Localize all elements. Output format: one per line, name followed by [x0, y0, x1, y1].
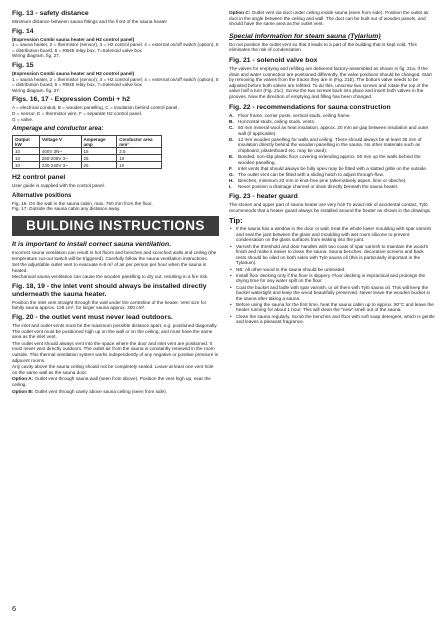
- alternative-positions-heading: Alternative positions: [12, 192, 72, 199]
- list-item: [229, 184, 435, 190]
- table-cell: 10: [13, 162, 40, 169]
- list-item: [229, 166, 435, 172]
- list-item-text: The outlet vent can be fitted with a sliding hatch to adjust through-flow.: [238, 172, 384, 178]
- amperage-table-header-row: [13, 136, 162, 148]
- list-item-key: F.: [229, 165, 233, 171]
- fig21-heading: Fig. 21 - solenoid valve box: [229, 56, 318, 64]
- fig16-17-line1: A = electrical conduit, B = wooden panelling, C = insulation behind control panel,: [12, 105, 179, 111]
- h2-panel-text: User guide is supplied with the control panel.: [12, 183, 106, 189]
- fig14-wiring: Wiring diagram, fig. 27.: [12, 53, 61, 59]
- list-item-text: Never position a drainage channel or drain directly beneath the sauna heater.: [238, 184, 399, 190]
- table-cell: 230-240V 3~: [39, 162, 81, 169]
- amperage-heading: Amperage and conductor area:: [12, 125, 104, 133]
- list-item-text: Benches, minimum 22 mm in knot-free pine (alternatively aspen, lime or obeche).: [238, 178, 407, 184]
- list-item-key: B.: [229, 118, 234, 124]
- table-cell: 10: [13, 148, 40, 155]
- table-cell: 2,5: [117, 148, 162, 155]
- list-item: [229, 119, 435, 125]
- fig20-text-1: The inlet and outlet vents must be the maximum possible distance apart, e.g. positioned diagonally. The outlet vent must be positioned high up on the wall or on the ceiling, and must have the same area as the inlet vent.: [12, 323, 218, 340]
- list-item: [229, 125, 435, 136]
- list-item-text: 50 mm mineral wool as heat insulation, approx. 20 mm air gap between insulation and outer wall (if applicable).: [238, 124, 429, 136]
- fig13-heading: Fig. 13 - safety distance: [12, 10, 89, 17]
- fig23-heading: Fig. 23 - heater guard: [229, 193, 298, 200]
- list-item-key: C.: [229, 124, 234, 130]
- construction-list: [229, 113, 435, 190]
- fig15-heading: Fig. 15: [12, 61, 34, 69]
- fig16-17-line2: D = sensor, E = thermistor wire, F = separate H2 control panel,: [12, 110, 143, 116]
- option-b-text: [12, 389, 219, 395]
- steam-sauna-text: Do not position the outlet vent so that it leads to a part of the building that is kept cold. This eliminates the risk of condensation.: [229, 41, 417, 53]
- table-cell: 15: [81, 148, 117, 155]
- ventilation-important-heading: It is important to install correct sauna ventilation.: [12, 240, 172, 248]
- list-item-text: Floor frame, corner posts, vertical studs, ceiling frame.: [238, 112, 351, 118]
- table-row: [13, 148, 162, 155]
- right-column: [229, 10, 435, 327]
- building-instructions-banner: BUILDING INSTRUCTIONS: [12, 216, 219, 236]
- option-b-label: Option B:: [12, 388, 34, 394]
- fig14-text: 1 = sauna heater, 2 = thermistor (sensor), 3 = H2 control panel, 4 = external on/off switch (option), 5 = distribution board, 6 = RB45 relay box, 7=Solenoid valve box: [12, 42, 219, 53]
- option-b-body: Outlet vent through cavity above sauna ceiling (seen from side).: [34, 388, 168, 394]
- fig14-subheading: (Expression Combi sauna heater and H2 control panel): [12, 36, 135, 42]
- option-a-text: [12, 376, 219, 387]
- list-item: [229, 154, 435, 165]
- table-cell: 25: [81, 162, 117, 169]
- list-item-key: I.: [229, 184, 232, 190]
- h2-panel-heading: H2 control panel: [12, 174, 66, 182]
- option-c-text: [229, 10, 435, 27]
- ventilation-text-3: Mechanical sauna ventilation can cause the wooden panelling to dry out, resulting in a fire risk.: [12, 274, 209, 280]
- fig15-wiring: Wiring diagram, fig. 27.: [12, 87, 61, 93]
- steam-sauna-heading: Special information for steam sauna (Tylarium): [229, 32, 381, 40]
- table-header-voltage: Voltage V: [39, 136, 81, 148]
- fig15-text: 1 = sauna heater, 2 = thermistor (sensor), 3 = H2 control panel, 4 = external on/off switch (option), 5 = distribution board, 6 = RB45 relay box, 7=Solenoid valve box: [12, 76, 219, 88]
- list-item-text: Bonded, non-slip plastic floor covering extending approx. 50 mm up the walls behind the wooden panelling.: [238, 154, 421, 165]
- ventilation-text-2: Set the adjustable outlet vent to evacuate 6-8 m³ of air per person per hour when the sauna is heated.: [12, 262, 207, 273]
- fig23-text: The stones and upper part of sauna heater are very hot! To avoid risk of accidental contact, Tylö recommends that a heater guard always be installed around the heater as shown in the drawings.: [229, 202, 432, 213]
- list-item: • If the sauna has a window in the door or wall, treat the whole lower moulding with spar varnish and seal the joint between the glass and moulding with wet room silicone to prevent condensation on the glass surfaces from leaking into the joint.: [229, 226, 435, 243]
- fig18-19-text: Position the inlet vent straight through the wall under the centreline of the heater. Vent size for family sauna approx. 125 cm², for larger sauna approx. 300 cm².: [12, 299, 207, 311]
- list-item: • Varnish the threshold and door handles with two coats of spar varnish to maintain the wood's finish and make it easier to clean the sauna. Sauna benches, decorative screens and back rests should be oiled on both sides with Tylö sauna oil (this is particularly important in the Tylarium).: [229, 244, 435, 266]
- option-a-body: Outlet vent through sauna wall (seen from above). Position the vent high up, near the ceiling.: [12, 376, 211, 387]
- tip-list: [229, 226, 435, 325]
- left-column: [12, 10, 219, 397]
- alternative-positions-line2: Fig. 17. Outside the sauna cabin any distance away.: [12, 206, 121, 212]
- option-a-label: Option A:: [12, 376, 34, 382]
- table-cell: 10: [117, 162, 162, 169]
- table-header-amperage: Amperage amp: [81, 136, 117, 148]
- list-item: • Install floor decking only if the floor is slippery. Floor decking is impractical and prolongs the drying time for any water spilt on the floor.: [229, 273, 435, 284]
- fig21-text: The valves for emptying and refilling are delivered factory-assembled as shown in fig. 21a. If the drain and water connection are positioned differently, the valve positions should be changed. Start by removing the valves from the tracks they are in (Fig. 21b). The bottom valve needs to be adjusted before both valves are refitted. To do this, unscrew two screws and rotate the top of the valve half a turn (Fig. 21c). Screw the two screws back into place and insert both valves in the grooves. Now the direction of emptying and filling has been changed.: [229, 65, 432, 99]
- list-item-text: Horizontal studs, ceiling studs, vents.: [238, 118, 316, 124]
- fig14-heading: Fig. 14: [12, 27, 34, 35]
- page-number: 6: [12, 604, 17, 613]
- option-c-body: Outlet vent via duct under ceiling inside sauna (seen from side). Position the outlet air duct in the angle between the ceiling and wall. The duct can be built out of wooden panels, and should have the same area as the outlet vent.: [229, 10, 429, 27]
- list-item-text: Inlet vents that should always be fully open may be fitted with a slatted grille on the outside.: [238, 165, 428, 171]
- amperage-table: [12, 135, 162, 169]
- list-item: [229, 178, 435, 184]
- fig22-heading: Fig. 22 - recommendations for sauna construction: [229, 103, 391, 111]
- alternative-positions-line1: Fig. 16. On the wall in the sauna cabin, max. 760 mm from the floor,: [12, 200, 153, 206]
- table-cell: 25: [81, 155, 117, 162]
- list-item: [229, 113, 435, 119]
- fig20-text-3: Any cavity above the sauna ceiling should not be completely sealed. Leave at least one vent hole on the same wall as the sauna door.: [12, 364, 214, 375]
- table-cell: 10: [117, 155, 162, 162]
- fig20-text-2: The outlet vent should always vent into the space where the door and inlet vent are positioned. It must never vent directly outdoors. The outlet air from the sauna is constantly renewed in the room outside. This thermal ventilation system works independently of any negative or positive pressure in adjacent rooms.: [12, 340, 219, 363]
- list-item: [229, 137, 435, 154]
- table-row: [13, 155, 162, 162]
- list-item: • Coat the bucket and ladle with spar varnish, or oil them with Tylö sauna oil. This will keep the bucket watertight and keep the wood beautifully preserved. Never leave the wooden bucket in the sauna after taking a sauna.: [229, 285, 435, 302]
- list-item: [229, 172, 435, 178]
- list-item-key: G.: [229, 172, 234, 178]
- table-row: [13, 162, 162, 169]
- table-cell: 260-208V 3~: [39, 155, 81, 162]
- ventilation-text-1: Incorrect sauna ventilation can result in hot floors and benches and scorched walls and ceiling (the temperature cut-out switch will be triggered). Carefully follow the sauna ventilation instructions.: [12, 249, 217, 261]
- fig13-text: Minimum distance between sauna fittings and the front of the sauna heater: [12, 19, 168, 24]
- list-item-key: E.: [229, 154, 234, 160]
- list-item-key: H.: [229, 178, 234, 184]
- table-cell: 10: [13, 155, 40, 162]
- fig16-17-heading: Figs. 16, 17 - Expression Combi + h2: [12, 96, 131, 104]
- table-cell: 400V 3N~: [39, 148, 81, 155]
- list-item-key: D.: [229, 136, 234, 142]
- table-header-conductor: Conductor area mm²: [117, 136, 162, 148]
- table-header-output: Output kW: [13, 136, 40, 148]
- fig15-subheading: (Expression Combi sauna heater and H2 control panel): [12, 70, 135, 76]
- list-item-key: A.: [229, 112, 234, 118]
- option-c-label: Option C:: [229, 10, 251, 15]
- fig16-17-line3: G = valve.: [12, 116, 34, 122]
- list-item-text: 12 mm wooden panelling for walls and ceiling. There should always be at least 35 mm of insulation directly behind the wooden panelling in the sauna. No other materials such as chipboard, plasterboard etc. may be used).: [238, 136, 422, 153]
- fig18-19-heading: Fig. 18, 19 - the inlet vent should always be installed directly underneath the sauna heater.: [12, 282, 207, 298]
- list-item: • Clean the sauna regularly. Scrub the benches and floor with soft soap detergent, which is gentle and leaves a pleasant fragrance.: [229, 314, 435, 325]
- tip-heading: Tip:: [229, 216, 243, 226]
- fig20-heading: Fig. 20 - the outlet vent must never lead outdoors.: [12, 314, 173, 322]
- list-item: • Before using the sauna for the first time, heat the sauna cabin up to approx. 90°C and leave the heater running for about 1 hour. This will clean the "new" smell out of the sauna.: [229, 302, 435, 313]
- list-item: • NB: All other wood in the sauna should be untreated.: [229, 267, 435, 273]
